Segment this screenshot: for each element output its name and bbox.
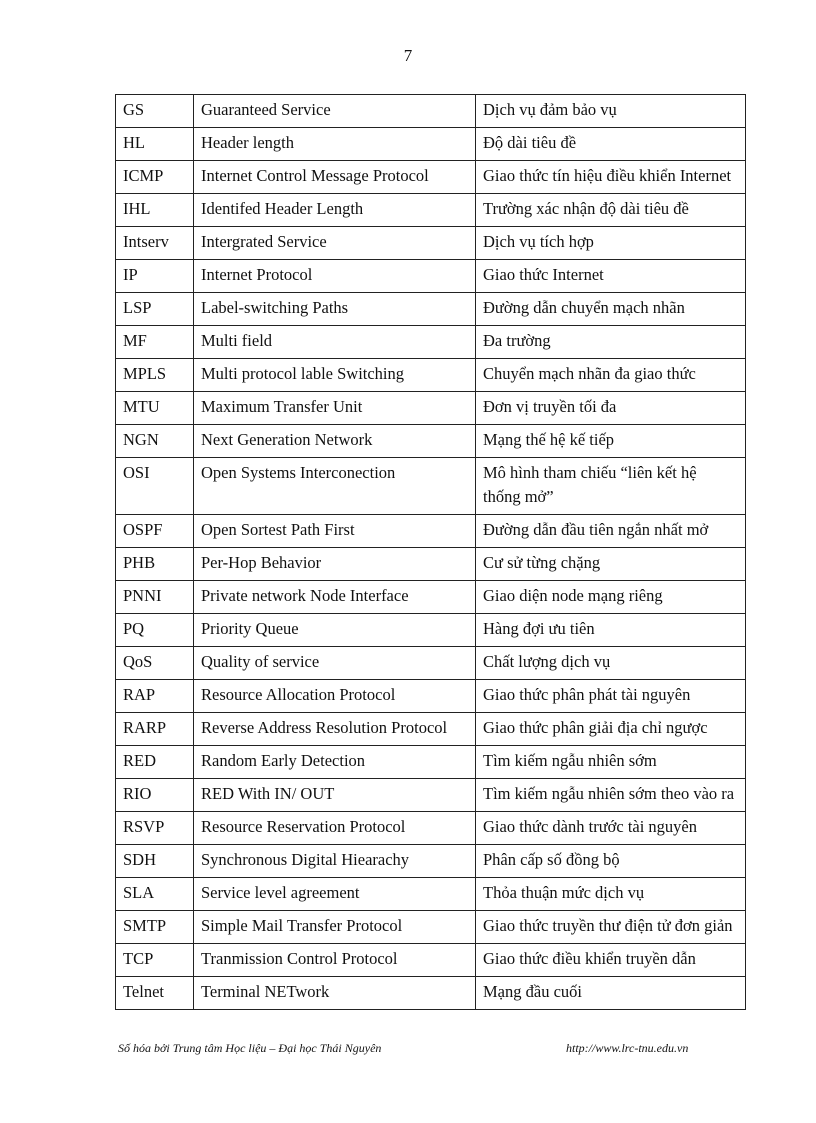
english-term-cell: Simple Mail Transfer Protocol xyxy=(194,911,476,944)
abbreviation-table-body xyxy=(116,95,746,1010)
table-row xyxy=(116,458,746,515)
vietnamese-term-cell: Mạng thế hệ kế tiếp xyxy=(476,425,746,458)
vietnamese-term-cell: Chuyển mạch nhãn đa giao thức xyxy=(476,359,746,392)
abbreviation-cell: GS xyxy=(116,95,194,128)
table-row xyxy=(116,548,746,581)
english-term-cell: Identifed Header Length xyxy=(194,194,476,227)
table-row xyxy=(116,227,746,260)
vietnamese-term-cell: Tìm kiếm ngẫu nhiên sớm xyxy=(476,746,746,779)
table-row xyxy=(116,95,746,128)
abbreviation-cell: PQ xyxy=(116,614,194,647)
table-row xyxy=(116,647,746,680)
abbreviation-cell: ICMP xyxy=(116,161,194,194)
abbreviation-cell: IP xyxy=(116,260,194,293)
english-term-cell: Reverse Address Resolution Protocol xyxy=(194,713,476,746)
vietnamese-term-cell: Cư sử từng chặng xyxy=(476,548,746,581)
table-row xyxy=(116,713,746,746)
abbreviation-cell: IHL xyxy=(116,194,194,227)
footer-credit: Số hóa bởi Trung tâm Học liệu – Đại học Thái Nguyên xyxy=(118,1041,382,1055)
table-row xyxy=(116,392,746,425)
table-row xyxy=(116,359,746,392)
abbreviation-cell: SLA xyxy=(116,878,194,911)
table-row xyxy=(116,845,746,878)
english-term-cell: Random Early Detection xyxy=(194,746,476,779)
table-row xyxy=(116,779,746,812)
page-number: 7 xyxy=(403,46,413,65)
vietnamese-term-cell: Hàng đợi ưu tiên xyxy=(476,614,746,647)
abbreviation-cell: RIO xyxy=(116,779,194,812)
table-row xyxy=(116,944,746,977)
english-term-cell: RED With IN/ OUT xyxy=(194,779,476,812)
vietnamese-term-cell: Đường dẫn đầu tiên ngắn nhất mở xyxy=(476,515,746,548)
table-row xyxy=(116,194,746,227)
english-term-cell: Guaranteed Service xyxy=(194,95,476,128)
footer-url: http://www.lrc-tnu.edu.vn xyxy=(566,1041,689,1055)
vietnamese-term-cell: Đường dẫn chuyển mạch nhãn xyxy=(476,293,746,326)
abbreviation-cell: NGN xyxy=(116,425,194,458)
english-term-cell: Label-switching Paths xyxy=(194,293,476,326)
vietnamese-term-cell: Phân cấp số đồng bộ xyxy=(476,845,746,878)
vietnamese-term-cell: Giao diện node mạng riêng xyxy=(476,581,746,614)
table-row xyxy=(116,161,746,194)
abbreviation-cell: OSPF xyxy=(116,515,194,548)
abbreviation-cell: OSI xyxy=(116,458,194,515)
abbreviation-cell: RED xyxy=(116,746,194,779)
english-term-cell: Internet Control Message Protocol xyxy=(194,161,476,194)
vietnamese-term-cell: Đa trường xyxy=(476,326,746,359)
table-row xyxy=(116,260,746,293)
abbreviation-cell: QoS xyxy=(116,647,194,680)
abbreviation-cell: PNNI xyxy=(116,581,194,614)
english-term-cell: Terminal NETwork xyxy=(194,977,476,1010)
english-term-cell: Synchronous Digital Hiearachy xyxy=(194,845,476,878)
table-row xyxy=(116,581,746,614)
abbreviation-cell: Intserv xyxy=(116,227,194,260)
english-term-cell: Priority Queue xyxy=(194,614,476,647)
abbreviation-cell: TCP xyxy=(116,944,194,977)
table-row xyxy=(116,614,746,647)
table-row xyxy=(116,911,746,944)
vietnamese-term-cell: Giao thức điều khiển truyền dẫn xyxy=(476,944,746,977)
table-row xyxy=(116,128,746,161)
abbreviation-cell: PHB xyxy=(116,548,194,581)
english-term-cell: Multi protocol lable Switching xyxy=(194,359,476,392)
english-term-cell: Private network Node Interface xyxy=(194,581,476,614)
english-term-cell: Per-Hop Behavior xyxy=(194,548,476,581)
vietnamese-term-cell: Giao thức dành trước tài nguyên xyxy=(476,812,746,845)
vietnamese-term-cell: Giao thức truyền thư điện tử đơn giản xyxy=(476,911,746,944)
english-term-cell: Service level agreement xyxy=(194,878,476,911)
vietnamese-term-cell: Độ dài tiêu đề xyxy=(476,128,746,161)
english-term-cell: Quality of service xyxy=(194,647,476,680)
vietnamese-term-cell: Giao thức tín hiệu điều khiển Internet xyxy=(476,161,746,194)
vietnamese-term-cell: Chất lượng dịch vụ xyxy=(476,647,746,680)
vietnamese-term-cell: Mô hình tham chiếu “liên kết hệ thống mở” xyxy=(476,458,746,515)
abbreviation-cell: LSP xyxy=(116,293,194,326)
english-term-cell: Open Systems Interconection xyxy=(194,458,476,515)
abbreviation-cell: SDH xyxy=(116,845,194,878)
abbreviation-cell: MPLS xyxy=(116,359,194,392)
table-row xyxy=(116,746,746,779)
english-term-cell: Open Sortest Path First xyxy=(194,515,476,548)
vietnamese-term-cell: Trường xác nhận độ dài tiêu đề xyxy=(476,194,746,227)
vietnamese-term-cell: Giao thức Internet xyxy=(476,260,746,293)
table-row xyxy=(116,977,746,1010)
english-term-cell: Header length xyxy=(194,128,476,161)
vietnamese-term-cell: Dịch vụ tích hợp xyxy=(476,227,746,260)
vietnamese-term-cell: Giao thức phân giải địa chỉ ngược xyxy=(476,713,746,746)
abbreviation-cell: MF xyxy=(116,326,194,359)
vietnamese-term-cell: Dịch vụ đảm bảo vụ xyxy=(476,95,746,128)
abbreviation-cell: MTU xyxy=(116,392,194,425)
table-row xyxy=(116,326,746,359)
english-term-cell: Resource Allocation Protocol xyxy=(194,680,476,713)
vietnamese-term-cell: Thỏa thuận mức dịch vụ xyxy=(476,878,746,911)
abbreviation-cell: RAP xyxy=(116,680,194,713)
vietnamese-term-cell: Tìm kiếm ngẫu nhiên sớm theo vào ra xyxy=(476,779,746,812)
abbreviation-cell: SMTP xyxy=(116,911,194,944)
table-row xyxy=(116,425,746,458)
table-row xyxy=(116,293,746,326)
table-row xyxy=(116,680,746,713)
abbreviation-cell: RARP xyxy=(116,713,194,746)
vietnamese-term-cell: Giao thức phân phát tài nguyên xyxy=(476,680,746,713)
english-term-cell: Internet Protocol xyxy=(194,260,476,293)
table-row xyxy=(116,515,746,548)
vietnamese-term-cell: Đơn vị truyền tối đa xyxy=(476,392,746,425)
table-row xyxy=(116,812,746,845)
vietnamese-term-cell: Mạng đầu cuối xyxy=(476,977,746,1010)
abbreviation-cell: Telnet xyxy=(116,977,194,1010)
abbreviation-cell: RSVP xyxy=(116,812,194,845)
english-term-cell: Resource Reservation Protocol xyxy=(194,812,476,845)
english-term-cell: Tranmission Control Protocol xyxy=(194,944,476,977)
abbreviation-cell: HL xyxy=(116,128,194,161)
english-term-cell: Maximum Transfer Unit xyxy=(194,392,476,425)
table-row xyxy=(116,878,746,911)
english-term-cell: Intergrated Service xyxy=(194,227,476,260)
abbreviation-table xyxy=(115,94,746,1010)
english-term-cell: Next Generation Network xyxy=(194,425,476,458)
english-term-cell: Multi field xyxy=(194,326,476,359)
